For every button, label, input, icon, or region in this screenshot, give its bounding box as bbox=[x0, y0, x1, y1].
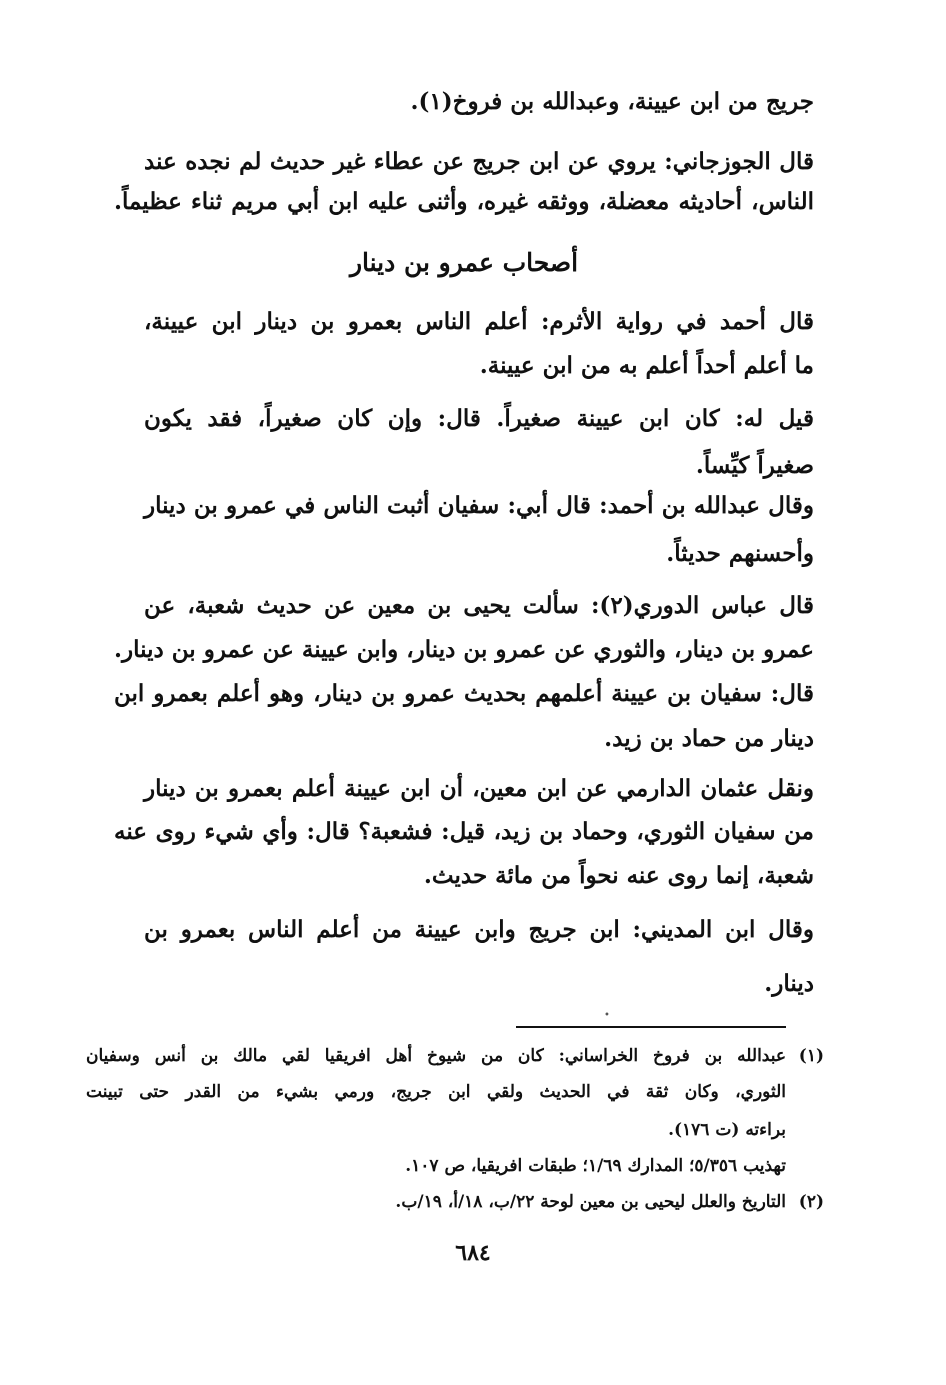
text-line: وأحسنهم حديثاً. bbox=[666, 540, 814, 567]
footnote-line: تهذيب ٥/٣٥٦؛ المدارك ١/٦٩؛ طبقات افريقيا، ص ١٠٧. bbox=[405, 1156, 786, 1176]
text-line: قال عباس الدوري(٢): سألت يحيى بن معين عن حديث شعبة، عن bbox=[144, 592, 815, 619]
text-line: قال أحمد في رواية الأثرم: أعلم الناس بعمرو بن دينار ابن عيينة، bbox=[144, 308, 814, 335]
text-line: قال الجوزجاني: يروي عن ابن جريج عن عطاء غير حديث لم نجده عند bbox=[144, 148, 814, 175]
text-line: شعبة، إنما روى عنه نحواً من مائة حديث. bbox=[423, 862, 814, 889]
text-line: الناس، أحاديثه معضلة، ووثقه غيره، وأثنى عليه ابن أبي مريم ثناء عظيماً. bbox=[114, 188, 814, 215]
footnote-line: التاريخ والعلل ليحيى بن معين لوحة ٢٢/ب، ١٨/أ، ١٩/ب. bbox=[395, 1192, 786, 1212]
text-line: وقال ابن المديني: ابن جريج وابن عيينة من أعلم الناس بعمرو بن bbox=[144, 916, 814, 943]
text-line: دينار من حماد بن زيد. bbox=[604, 725, 814, 752]
text-line: صغيراً كيِّساً. bbox=[695, 452, 814, 479]
footnote-number: (١) bbox=[798, 1046, 824, 1066]
text-line: ما أعلم أحداً أعلم به من ابن عيينة. bbox=[479, 352, 814, 379]
text-line: عمرو بن دينار، والثوري عن عمرو بن دينار، وابن عيينة عن عمرو بن دينار. bbox=[114, 636, 814, 663]
text-line: جريج من ابن عيينة، وعبدالله بن فروخ(١). bbox=[410, 88, 814, 115]
text-line: قال: سفيان بن عيينة أعلمهم بحديث عمرو بن دينار، وهو أعلم بعمرو ابن bbox=[114, 680, 814, 707]
page-number: ٦٨٤ bbox=[455, 1240, 491, 1266]
text-line: قيل له: كان ابن عيينة صغيراً. قال: وإن كان صغيراً، فقد يكون bbox=[144, 405, 814, 432]
text-line: دينار. bbox=[764, 970, 814, 997]
text-line: وقال عبدالله بن أحمد: قال أبي: سفيان أثبت الناس في عمرو بن دينار bbox=[144, 492, 814, 519]
footnote-number: (٢) bbox=[798, 1192, 824, 1212]
footnote-line: عبدالله بن فروخ الخراساني: كان من شيوخ أهل افريقيا لقي مالك بن أنس وسفيان bbox=[86, 1046, 786, 1066]
text-line: ونقل عثمان الدارمي عن ابن معين، أن ابن عيينة أعلم بعمرو بن دينار bbox=[144, 775, 814, 802]
footnote-rule bbox=[516, 1026, 786, 1028]
rule-mark: • bbox=[604, 1010, 610, 1021]
footnote-line: براءته (ت ١٧٦). bbox=[668, 1120, 786, 1140]
footnote-line: الثوري، وكان ثقة في الحديث ولقي ابن جريج، ورمي بشيء من القدر حتى تبينت bbox=[86, 1082, 786, 1102]
text-line: من سفيان الثوري، وحماد بن زيد، قيل: فشعبة؟ قال: وأي شيء روى عنه bbox=[114, 818, 814, 845]
section-heading: أصحاب عمرو بن دينار bbox=[349, 248, 579, 277]
